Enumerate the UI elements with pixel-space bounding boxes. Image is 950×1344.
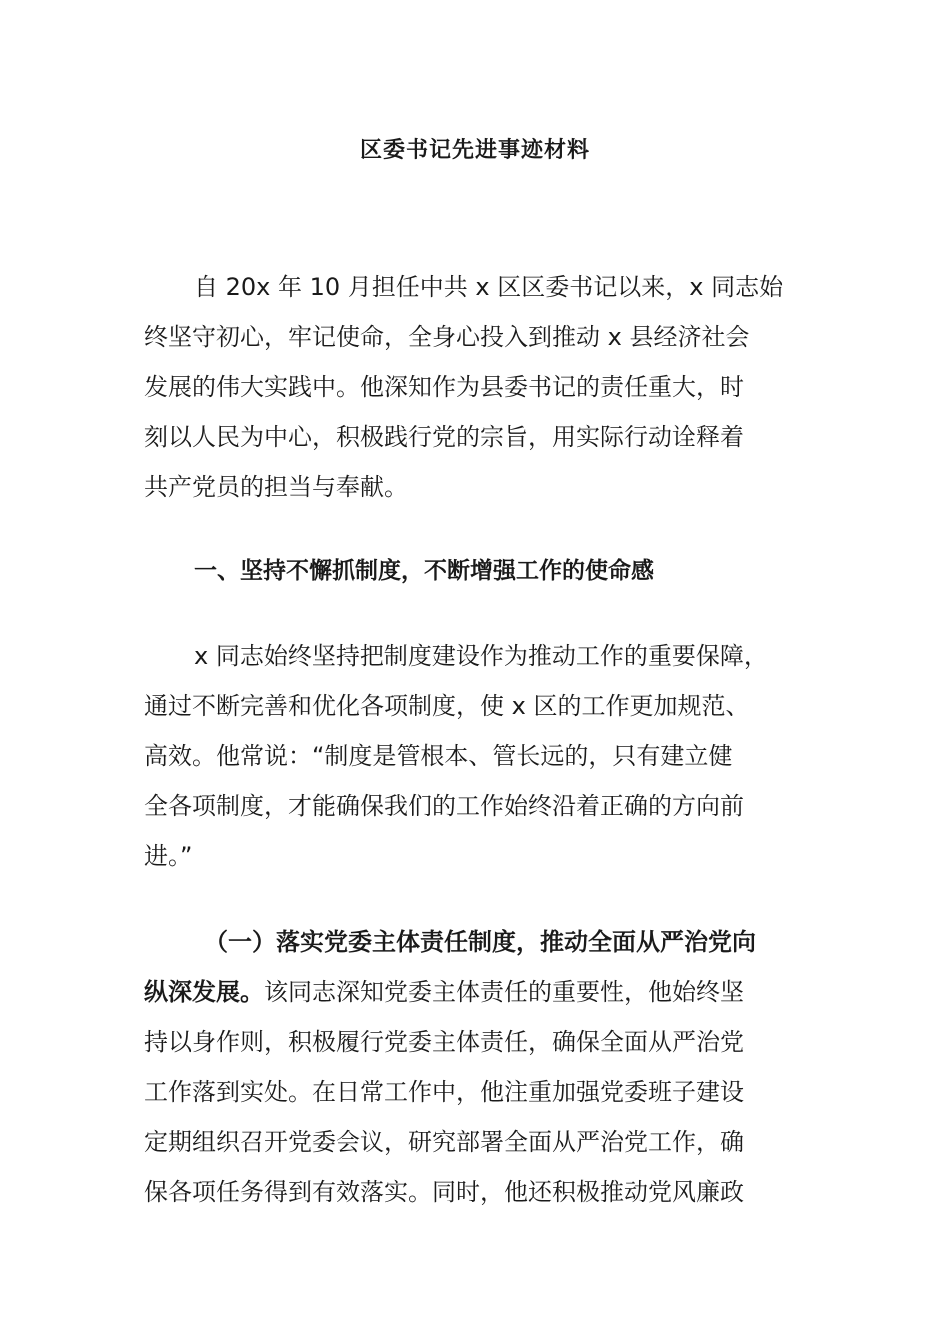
paragraph-line: 保各项任务得到有效落实。同时，他还积极推动党风廉政 — [144, 1178, 744, 1206]
paragraph-line: 全各项制度，才能确保我们的工作始终沿着正确的方向前 — [144, 792, 744, 820]
paragraph-line: 高效。他常说：“制度是管根本、管长远的，只有建立健 — [144, 742, 733, 770]
paragraph-line: 发展的伟大实践中。他深知作为县委书记的责任重大，时 — [144, 373, 744, 401]
paragraph-line: 终坚守初心，牢记使命，全身心投入到推动 x 县经济社会 — [144, 323, 750, 351]
subsection-heading-text: （一）落实党委主体责任制度，推动全面从严治党向 — [204, 928, 756, 956]
paragraph-line: x 同志始终坚持把制度建设作为推动工作的重要保障， — [194, 642, 768, 670]
paragraph-line: 自 20x 年 10 月担任中共 x 区区委书记以来，x 同志始 — [194, 273, 784, 301]
document-title: 区委书记先进事迹材料 — [359, 138, 590, 163]
subsection-heading-end: 纵深发展。 — [144, 978, 264, 1006]
section-heading-1: 一、坚持不懈抓制度，不断增强工作的使命感 — [194, 558, 654, 584]
paragraph-line: 共产党员的担当与奉献。 — [144, 473, 408, 501]
subsection-heading — [144, 917, 808, 967]
paragraph-line: 定期组织召开党委会议，研究部署全面从严治党工作，确 — [144, 1128, 744, 1156]
paragraph-line: 持以身作则，积极履行党委主体责任，确保全面从严治党 — [144, 1028, 744, 1056]
paragraph-text: 该同志深知党委主体责任的重要性，他始终坚 — [264, 978, 744, 1006]
paragraph-line: 刻以人民为中心，积极践行党的宗旨，用实际行动诠释着 — [144, 423, 744, 451]
paragraph-intro — [144, 262, 808, 512]
paragraph-line — [144, 967, 808, 1017]
paragraph-line: 工作落到实处。在日常工作中，他注重加强党委班子建设 — [144, 1078, 744, 1106]
paragraph-system — [144, 631, 808, 881]
paragraph-line: 进。” — [144, 842, 193, 870]
paragraph-line: 通过不断完善和优化各项制度，使 x 区的工作更加规范、 — [144, 692, 750, 720]
paragraph-party-committee — [144, 917, 808, 1217]
